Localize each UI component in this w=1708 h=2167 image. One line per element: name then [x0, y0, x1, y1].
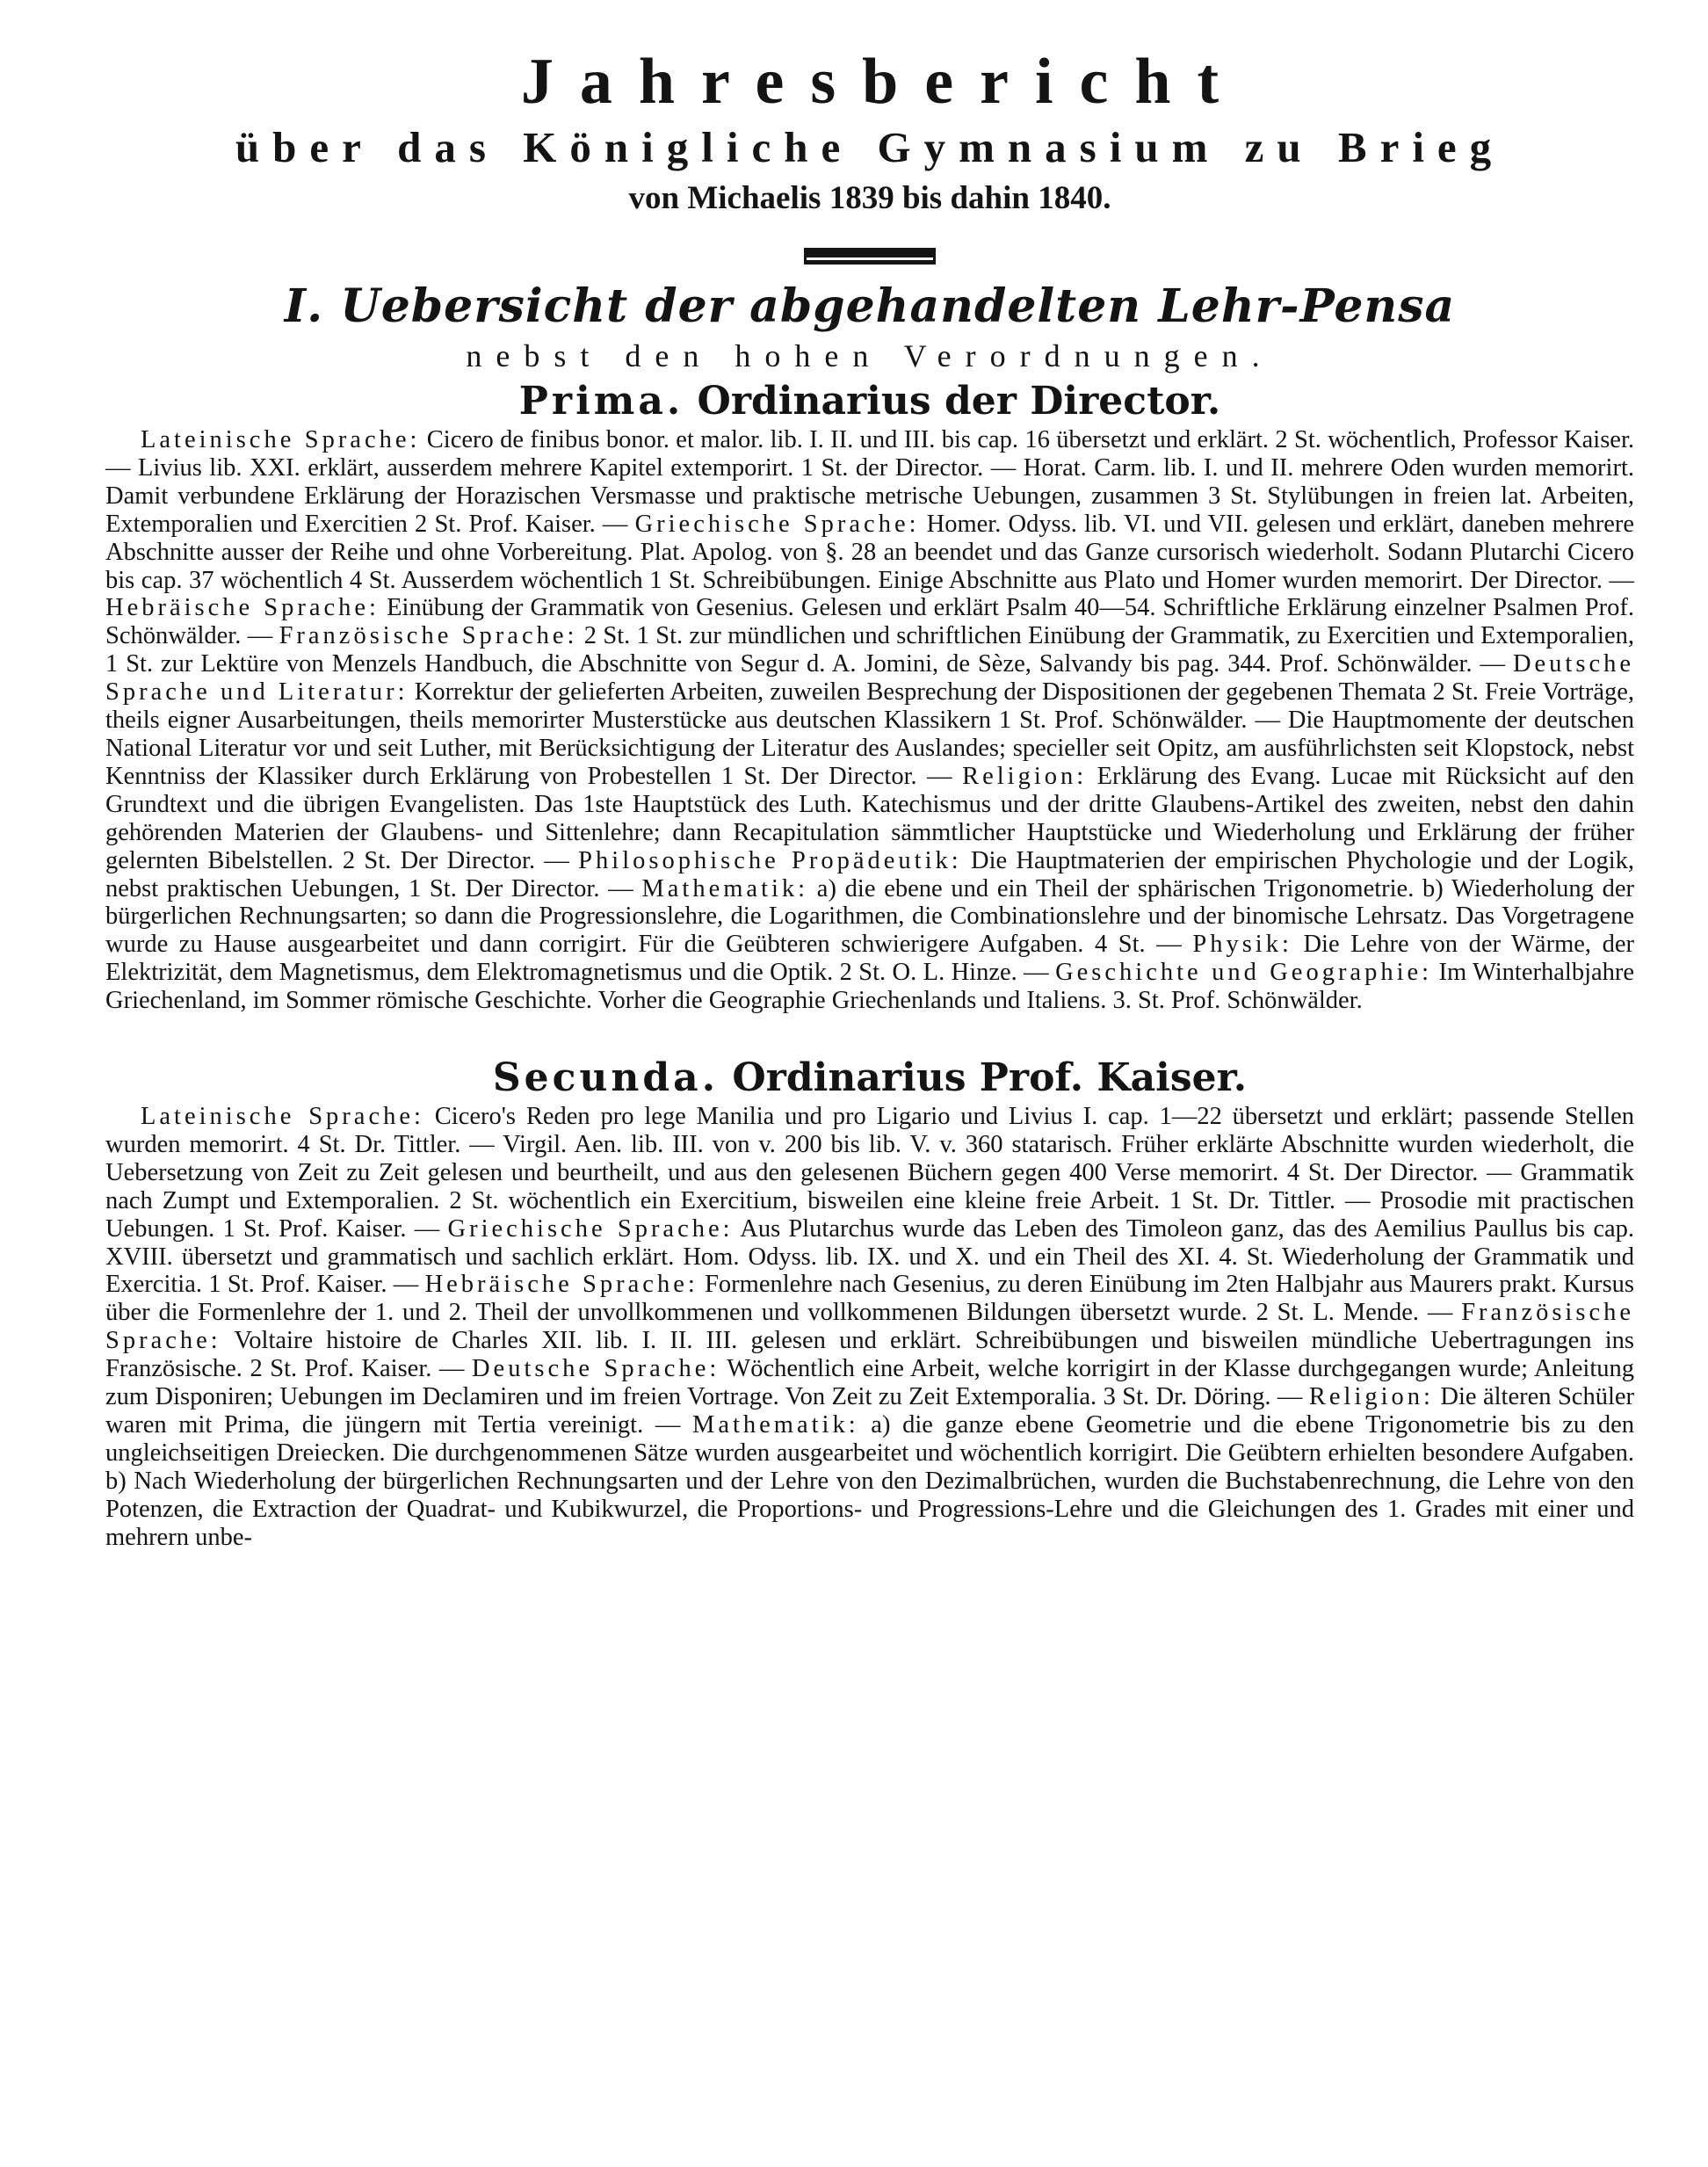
subject-text: Aus Plutarchus wurde das Leben des Timoleon ganz, das des Aemilius Paullus bis cap. XVIII. übersetzt und grammatisch und sachlich erklärt. Hom. Odyss. lib. IX. und X. und ein Theil des XI. 4. St. Wiederholung der Grammatik und Exercitia. 1 St. Prof. Kaiser. — — [105, 1214, 1635, 1299]
subject-text: Homer. Odyss. lib. VI. und VII. gelesen und erklärt, daneben mehrere Abschnitte ausser der Reihe und ohne Vorbereitung. Plat. Apolog. von §. 28 an beendet und das Ganze cursorisch wiederholt. Sodann Plutarchi Cicero bis cap. 37 wöchentlich 4 St. Ausserdem wöchentlich 1 St. Schreibübungen. Einige Abschnitte aus Plato und Homer wurden memorirt. Der Director. — — [105, 510, 1634, 594]
section-heading — [105, 279, 1634, 335]
subject-text: Voltaire histoire de Charles XII. lib. I. II. III. gelesen und erklärt. Schreibübungen und bisweilen mündliche Uebertragungen ins Französische. 2 St. Prof. Kaiser. — — [105, 1327, 1634, 1383]
document-page — [105, 44, 1634, 1552]
secunda-paragraph — [105, 1103, 1634, 1552]
subject-text: Im Winterhalbjahre Griechenland, im Sommer römische Geschichte. Vorher die Geographie Griechenlands und Italiens. 3. St. Prof. Schönwälder. — [105, 959, 1635, 1015]
subject-label: Französische Sprache: — [279, 622, 578, 650]
section-subtitle: nebst den hohen Verordnungen. — [466, 338, 1274, 373]
class-ordinarius: Ordinarius Prof. Kaiser. — [732, 1055, 1248, 1101]
secunda-pensa — [105, 1103, 1634, 1552]
report-title: Jahresbericht — [520, 46, 1246, 118]
class-name: Secunda. — [492, 1055, 720, 1101]
subject-label: Lateinische Sprache: — [141, 1103, 424, 1131]
subject-label: Religion: — [1308, 1383, 1434, 1411]
subject-label: Lateinische Sprache: — [141, 426, 421, 453]
class-name: Prima. — [518, 379, 684, 424]
section-title: Uebersicht der abgehandelten Lehr-Pensa — [340, 279, 1456, 333]
subject-text: a) die ganze ebene Geometrie und die ebene Trigonometrie bis zu den ungleichseitigen Dreiecken. Die durchgenommenen Sätze wurden ausgearbeitet und wöchentlich korrigirt. Die Geübtern erhielten besondere Aufgaben. b) Nach Wiederholung der bürgerlichen Rechnungsarten und der Lehre von den Dezimalbrüchen, wurden die Buchstabenrechnung, die Lehre von den Potenzen, die Extraction der Quadrat- und Kubikwurzel, die Proportions- und Progressions-Lehre und die Gleichungen des 1. Grades mit einer und mehrern unbe- — [105, 1411, 1634, 1551]
class-heading-secunda — [105, 1054, 1634, 1103]
subject-text: Die Hauptmaterien der empirischen Phychologie und der Logik, nebst praktischen Uebungen, 1 St. Der Director. — — [105, 846, 1634, 902]
subject-label: Griechische Sprache: — [634, 510, 920, 538]
subject-text: Formenlehre nach Gesenius, zu deren Einübung im 2ten Halbjahr aus Maurers prakt. Kursus über die Formenlehre der 1. und 2. Theil der unvollkommenen und vollkommenen Bildungen übersetzt wurde. 2 St. L. Mende. — — [105, 1271, 1635, 1327]
section-number: I. — [284, 279, 324, 333]
subject-label: Französische Sprache: — [105, 1299, 1634, 1355]
subject-label: Griechische Sprache: — [447, 1214, 734, 1243]
subject-label: Physik: — [1192, 931, 1292, 959]
subject-label: Mathematik: — [641, 874, 809, 902]
subject-text: Erklärung des Evang. Lucae mit Rücksicht auf den Grundtext und die übrigen Evangelisten. Das 1ste Hauptstück des Luth. Katechismus und der dritte Glaubens-Artikel des zweiten, nebst den dahin gehörenden Materien der Glaubens- und Sittenlehre; dann Recapitulation sämmtlicher Hauptstücke und Wiederholung und Erklärung der früher gelernten Bibelstellen. 2 St. Der Director. — — [105, 762, 1634, 874]
subject-label: Deutsche Sprache und Literatur: — [105, 650, 1634, 707]
subject-text: Cicero's Reden pro lege Manilia und pro Ligario und Livius I. cap. 1—22 übersetzt und erklärt; passende Stellen wurden memorirt. 4 St. Dr. Tittler. — Virgil. Aen. lib. III. von v. 200 bis lib. V. v. 360 statarisch. Früher erklärte Abschnitte wurden wiederholt, die Uebersetzung von Zeit zu Zeit gelesen und beurtheilt, und aus den gelesenen Büchern gegen 400 Verse memorirt. 4 St. Der Director. — Grammatik nach Zumpt und Extemporalien. 2 St. wöchentlich ein Exercitium, bisweilen eine kleine freie Arbeit. 1 St. Dr. Tittler. — Prosodie mit practischen Uebungen. 1 St. Prof. Kaiser. — — [105, 1103, 1635, 1243]
subject-text: Die älteren Schüler waren mit Prima, die jüngern mit Tertia vereinigt. — — [105, 1383, 1635, 1439]
subject-label: Philosophische Propädeutik: — [578, 846, 962, 874]
subject-text: Korrektur der gelieferten Arbeiten, zuweilen Besprechung der Dispositionen der gegebenen Themata 2 St. Freie Vorträge, theils eigner Ausarbeitungen, theils memorirter Musterstücke aus deutschen Klassikern 1 St. Prof. Schönwälder. — Die Hauptmomente der deutschen National Literatur vor und seit Luther, mit Berücksichtigung der Literatur des Auslandes; specieller seit Opitz, am ausführlichsten seit Klopstock, nebst Kenntniss der Klassiker durch Erklärung von Probestellen 1 St. Der Director. — — [105, 678, 1634, 790]
ornamental-rule — [804, 248, 936, 257]
subject-text: 2 St. 1 St. zur mündlichen und schriftlichen Einübung der Grammatik, zu Exercitien und Extemporalien, 1 St. zur Lektüre von Menzels Handbuch, die Abschnitte von Segur d. A. Jomini, de Sèze, Salvandy bis pag. 344. Prof. Schönwälder. — — [105, 622, 1634, 678]
class-heading-prima — [105, 377, 1634, 426]
subject-label: Geschichte und Geographie: — [1055, 959, 1433, 987]
subject-label: Mathematik: — [692, 1411, 859, 1439]
subject-text: a) die ebene und ein Theil der sphärischen Trigonometrie. b) Wiederholung der bürgerlichen Rechnungsarten; so dann die Progressionslehre, die Logarithmen, die Combinationslehre und der binomische Lehrsatz. Das Vorgetragene wurde zu Hause ausgearbeitet und dann corrigirt. Für die Geübteren schwierigere Aufgaben. 4 St. — — [105, 874, 1634, 959]
subject-label: Religion: — [962, 762, 1088, 790]
subject-text: Einübung der Grammatik von Gesenius. Gelesen und erklärt Psalm 40—54. Schriftliche Erklärung einzelner Psalmen Prof. Schönwälder. — — [105, 594, 1635, 650]
subject-text: Die Lehre von der Wärme, der Elektrizität, dem Magnetismus, dem Elektromagnetismus und die Optik. 2 St. O. L. Hinze. — — [105, 931, 1634, 987]
prima-paragraph — [105, 426, 1634, 1015]
prima-pensa — [105, 426, 1634, 1015]
subject-text: Cicero de finibus bonor. et malor. lib. I. II. und III. bis cap. 16 übersetzt und erklärt. 2 St. wöchentlich, Professor Kaiser. — Livius lib. XXI. erklärt, ausserdem mehrere Kapitel extemporirt. 1 St. der Director. — Horat. Carm. lib. I. und II. mehrere Oden wurden memorirt. Damit verbundene Erklärung der Horazischen Versmasse und praktische metrische Uebungen, zusammen 3 St. Stylübungen in freien lat. Arbeiten, Extemporalien und Exercitien 2 St. Prof. Kaiser. — — [105, 426, 1634, 538]
subject-label: Hebräische Sprache: — [424, 1271, 698, 1299]
subject-text: Wöchentlich eine Arbeit, welche korrigirt in der Klasse durchgegangen wurde; Anleitung zum Disponiren; Uebungen im Declamiren und im freien Vortrage. Von Zeit zu Zeit Extemporalia. 3 St. Dr. Döring. — — [105, 1355, 1635, 1411]
subject-label: Hebräische Sprache: — [105, 594, 380, 622]
report-subtitle: über das Königliche Gymnasium zu Brieg — [235, 123, 1505, 171]
class-ordinarius: Ordinarius der Director. — [697, 379, 1221, 424]
report-period: von Michaelis 1839 bis dahin 1840. — [628, 180, 1111, 216]
section-spacer — [105, 1015, 1634, 1054]
subject-label: Deutsche Sprache: — [471, 1355, 720, 1383]
